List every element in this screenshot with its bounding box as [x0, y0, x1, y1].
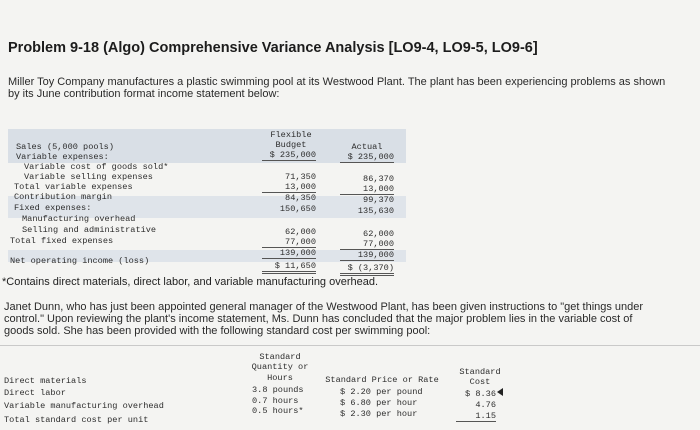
- row-label: Variable cost of goods sold*: [24, 162, 169, 172]
- col-qty-1: Standard: [259, 352, 301, 362]
- row-cost: 4.76: [475, 400, 496, 410]
- row-actual: $ 235,000: [340, 152, 394, 163]
- row-label: Total variable expenses: [14, 182, 133, 192]
- row-qty: 0.5 hours*: [252, 406, 304, 416]
- col-actual: Actual: [351, 142, 383, 152]
- col-flexible-2: Budget: [275, 140, 307, 150]
- col-qty-3: Hours: [267, 373, 293, 383]
- row-actual: 13,000: [340, 184, 394, 195]
- row-flexible: 71,350: [285, 172, 316, 182]
- col-cost-2: Cost: [469, 377, 491, 387]
- row-label: Net operating income (loss): [10, 256, 150, 266]
- row-actual: $ (3,370): [340, 263, 394, 276]
- intro-line-2: by its June contribution format income statement below:: [8, 88, 280, 100]
- col-qty-2: Quantity or: [251, 362, 309, 372]
- row-label: Sales (5,000 pools): [16, 142, 114, 152]
- row-cost: 1.15: [456, 411, 496, 422]
- row-flexible: $ 11,650: [262, 261, 316, 274]
- row-flexible: 62,000: [285, 227, 316, 237]
- row-label: Variable manufacturing overhead: [4, 401, 164, 411]
- row-label: Variable expenses:: [16, 152, 109, 162]
- row-flexible: $ 235,000: [262, 150, 316, 161]
- para2-line-3: goods sold. She has been provided with the following standard cost per swimming pool:: [4, 325, 431, 337]
- para2-line-1: Janet Dunn, who has just been appointed general manager of the Westwood Plant, has been given instructions to "get things under: [4, 301, 644, 313]
- row-actual: 77,000: [340, 239, 394, 250]
- row-price: $ 2.30 per hour: [340, 409, 418, 419]
- row-qty: 3.8 pounds: [252, 385, 304, 395]
- divider: [0, 345, 700, 346]
- footnote: *Contains direct materials, direct labor, and variable manufacturing overhead.: [2, 276, 379, 288]
- row-actual: 99,370: [363, 195, 394, 205]
- row-flexible: 139,000: [262, 248, 316, 259]
- row-label: Direct labor: [4, 388, 66, 398]
- row-label: Total fixed expenses: [10, 236, 114, 246]
- row-label: Selling and administrative: [22, 225, 157, 235]
- col-price: Standard Price or Rate: [325, 375, 439, 385]
- row-label: Manufacturing overhead: [22, 214, 136, 224]
- row-actual: 135,630: [357, 206, 394, 216]
- page-title: Problem 9-18 (Algo) Comprehensive Variance Analysis [LO9-4, LO9-5, LO9-6]: [8, 40, 538, 56]
- row-price: $ 2.20 per pound: [340, 387, 423, 397]
- col-flexible-1: Flexible: [270, 130, 312, 140]
- row-label: Contribution margin: [14, 192, 112, 202]
- row-actual: 139,000: [340, 250, 394, 261]
- row-label: Total standard cost per unit: [4, 415, 149, 425]
- row-actual: 86,370: [363, 174, 394, 184]
- row-label: Variable selling expenses: [24, 172, 153, 182]
- row-cost: $ 8.36: [465, 389, 496, 399]
- cursor-arrow-icon: [497, 388, 503, 396]
- row-flexible: 150,650: [279, 204, 316, 214]
- para2-line-2: control." Upon reviewing the plant's income statement, Ms. Dunn has concluded that the major problem lies in the variable cost of: [4, 313, 633, 325]
- row-qty: 0.7 hours: [252, 396, 299, 406]
- row-flexible: 13,000: [262, 182, 316, 193]
- intro-line-1: Miller Toy Company manufactures a plastic swimming pool at its Westwood Plant. The plant has been experiencing problems as shown: [8, 76, 666, 88]
- row-actual: 62,000: [363, 229, 394, 239]
- row-label: Fixed expenses:: [14, 203, 92, 213]
- row-label: Direct materials: [4, 376, 87, 386]
- row-flexible: 84,350: [285, 193, 316, 203]
- row-price: $ 6.80 per hour: [340, 398, 418, 408]
- row-flexible: 77,000: [262, 237, 316, 248]
- col-cost-1: Standard: [459, 367, 501, 377]
